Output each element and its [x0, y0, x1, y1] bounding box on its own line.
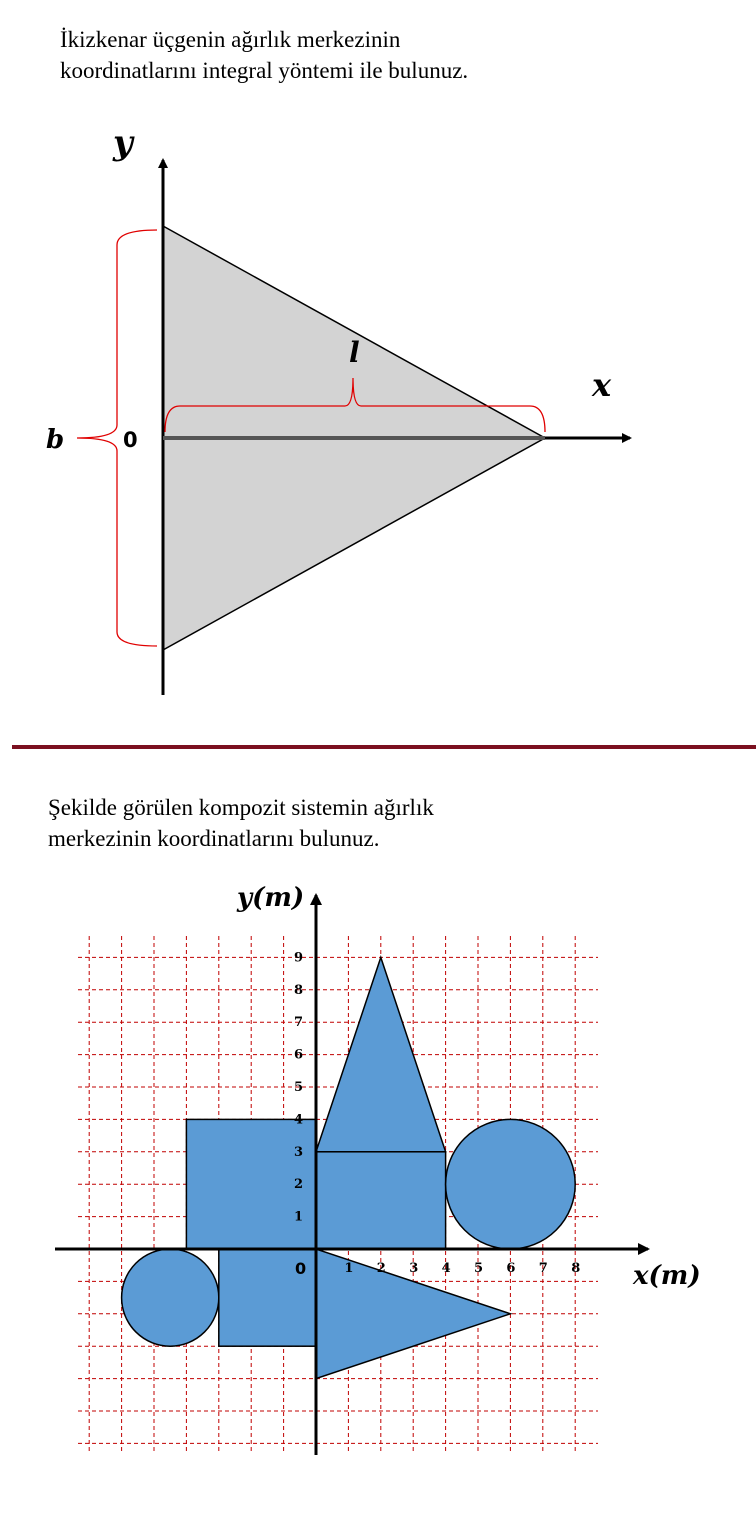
x-tick-label: 8 [571, 1261, 581, 1276]
origin-label-2: 0 [295, 1259, 307, 1278]
origin-label: 0 [123, 428, 138, 452]
y-tick-label: 7 [294, 1015, 304, 1031]
rectangle-shape-2 [316, 1152, 446, 1249]
y-axis-label-2: y(m) [237, 883, 305, 913]
x-tick-label: 1 [344, 1261, 354, 1276]
problem1-line2: koordinatlarını integral yöntemi ile bulunuz. [60, 58, 469, 83]
y-tick-label: 3 [294, 1144, 304, 1160]
x-tick-label: 7 [538, 1261, 548, 1276]
x-tick-label: 4 [441, 1261, 451, 1276]
circle-shape-5 [122, 1249, 219, 1346]
x-tick-label: 6 [506, 1261, 516, 1276]
x-tick-label: 3 [409, 1261, 419, 1276]
y-tick-label: 8 [294, 982, 304, 998]
y-tick-label: 2 [294, 1177, 304, 1193]
triangle-shape-3 [316, 957, 446, 1151]
y-tick-label: 4 [294, 1112, 304, 1128]
base-label: b [46, 425, 65, 455]
circle-shape-4 [446, 1119, 576, 1249]
y-tick-label: 1 [294, 1209, 304, 1225]
y-tick-label: 9 [294, 950, 304, 966]
x-tick-label: 5 [474, 1261, 484, 1276]
problem2-line2: merkezinin koordinatlarını bulunuz. [48, 826, 380, 851]
y-tick-label: 6 [294, 1047, 304, 1063]
problem1-line1: İkizkenar üçgenin ağırlık merkezinin [60, 27, 401, 52]
y-tick-label: 5 [294, 1080, 304, 1095]
problem2-line1: Şekilde görülen kompozit sistemin ağırlık [48, 795, 434, 820]
x-axis-label-2: x(m) [633, 1261, 701, 1291]
x-axis-label: x [592, 366, 612, 404]
length-label: l [349, 336, 360, 369]
x-tick-label: 2 [376, 1261, 386, 1276]
y-axis-label: y [113, 123, 133, 163]
